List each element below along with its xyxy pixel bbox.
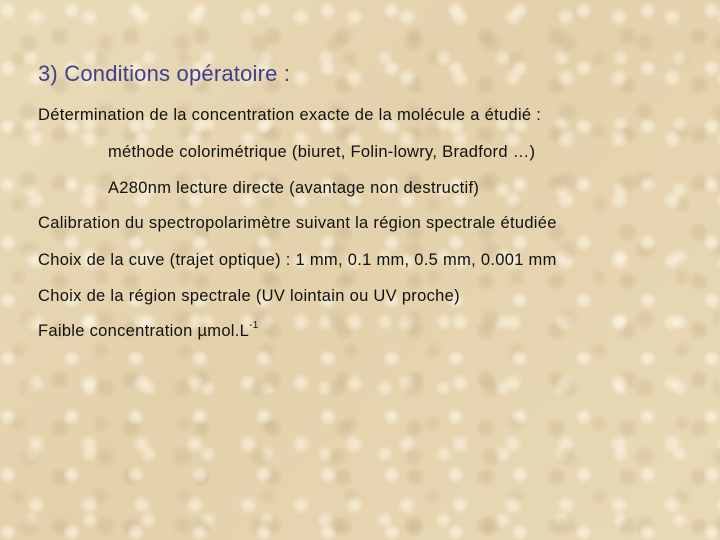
concentration-exponent: -1	[249, 320, 259, 331]
text-line-determination: Détermination de la concentration exacte de la molécule a étudié :	[38, 106, 542, 124]
text-line-spectral-region: Choix de la région spectrale (UV lointain ou UV proche)	[38, 287, 460, 305]
text-line-concentration	[38, 322, 259, 341]
text-line-a280-reading: A280nm lecture directe (avantage non destructif)	[108, 179, 480, 197]
text-line-colorimetric-method: méthode colorimétrique (biuret, Folin-lowry, Bradford …)	[108, 143, 536, 161]
concentration-text: Faible concentration µmol.L	[38, 322, 250, 340]
text-line-cuvette-choice: Choix de la cuve (trajet optique) : 1 mm, 0.1 mm, 0.5 mm, 0.001 mm	[38, 251, 557, 269]
text-line-calibration: Calibration du spectropolarimètre suivant la région spectrale étudiée	[38, 214, 557, 232]
slide-title: 3) Conditions opératoire :	[38, 61, 291, 86]
